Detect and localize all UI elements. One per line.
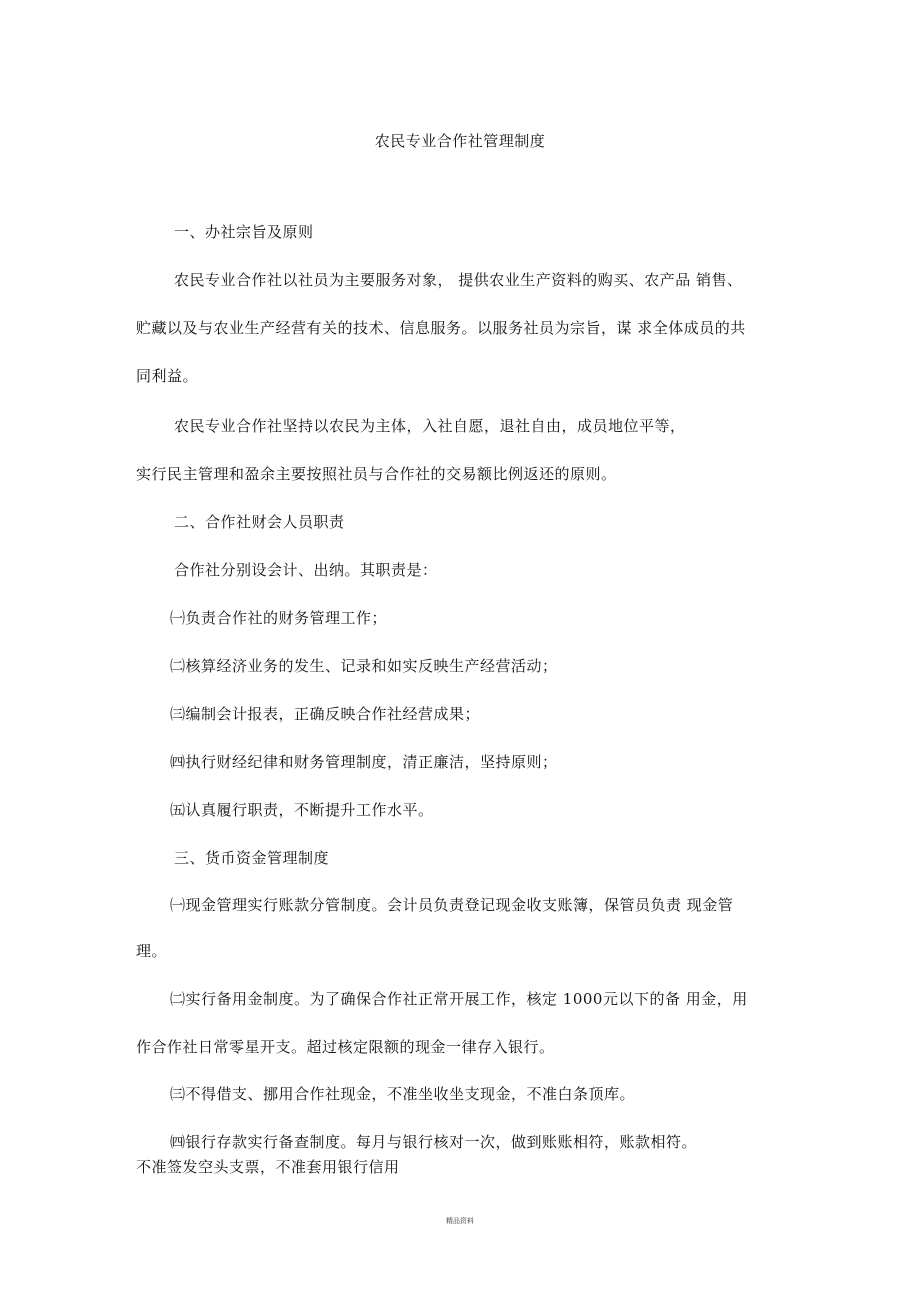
list-item: ㈠现金管理实行账款分管制度。会计员负责登记现金收支账簿，保管员负责 现金管 [170, 896, 734, 914]
list-item: ㈢编制会计报表，正确反映合作社经营成果； [170, 705, 481, 723]
paragraph-line: 作合作社日常零星开支。超过核定限额的现金一律存入银行。 [136, 1038, 555, 1056]
paragraph-line: 理。 [136, 942, 168, 960]
paragraph-line: 同利益。 [136, 367, 199, 385]
section-heading-2: 二、合作社财会人员职责 [174, 513, 345, 531]
paragraph-line: 实行民主管理和盈余主要按照社员与合作社的交易额比例返还的原则。 [136, 465, 617, 483]
list-item: ㈠负责合作社的财务管理工作； [170, 609, 388, 627]
page-footer: 精品资料 [446, 1217, 474, 1225]
section-heading-3: 三、货币资金管理制度 [174, 849, 330, 867]
paragraph-line: 贮藏以及与农业生产经营有关的技术、信息服务。以服务社员为宗旨，谋 求全体成员的共 [136, 319, 746, 337]
list-item: ㈡实行备用金制度。为了确保合作社正常开展工作，核定 1000元以下的备 用金，用 [170, 990, 748, 1008]
list-item: ㈢不得借支、挪用合作社现金，不准坐收坐支现金，不准白条顶库。 [170, 1085, 636, 1103]
list-item: ㈡核算经济业务的发生、记录和如实反映生产经营活动； [170, 657, 558, 675]
paragraph-line: 农民专业合作社坚持以农民为主体，入社自愿，退社自由，成员地位平等， [174, 417, 686, 435]
paragraph-line: 合作社分别设会计、出纳。其职责是： [174, 561, 438, 579]
paragraph-line: 农民专业合作社以社员为主要服务对象， 提供农业生产资料的购买、农产品 销售、 [174, 271, 743, 289]
list-item: ㈤认真履行职责，不断提升工作水平。 [170, 801, 434, 819]
paragraph-line: 不准签发空头支票，不准套用银行信用 [136, 1158, 400, 1176]
list-item: ㈣银行存款实行备查制度。每月与银行核对一次，做到账账相符，账款相符。 [170, 1133, 698, 1151]
page-title: 农民专业合作社管理制度 [374, 132, 546, 150]
list-item: ㈣执行财经纪律和财务管理制度，清正廉洁，坚持原则； [170, 753, 558, 771]
section-heading-1: 一、办社宗旨及原则 [174, 223, 314, 241]
